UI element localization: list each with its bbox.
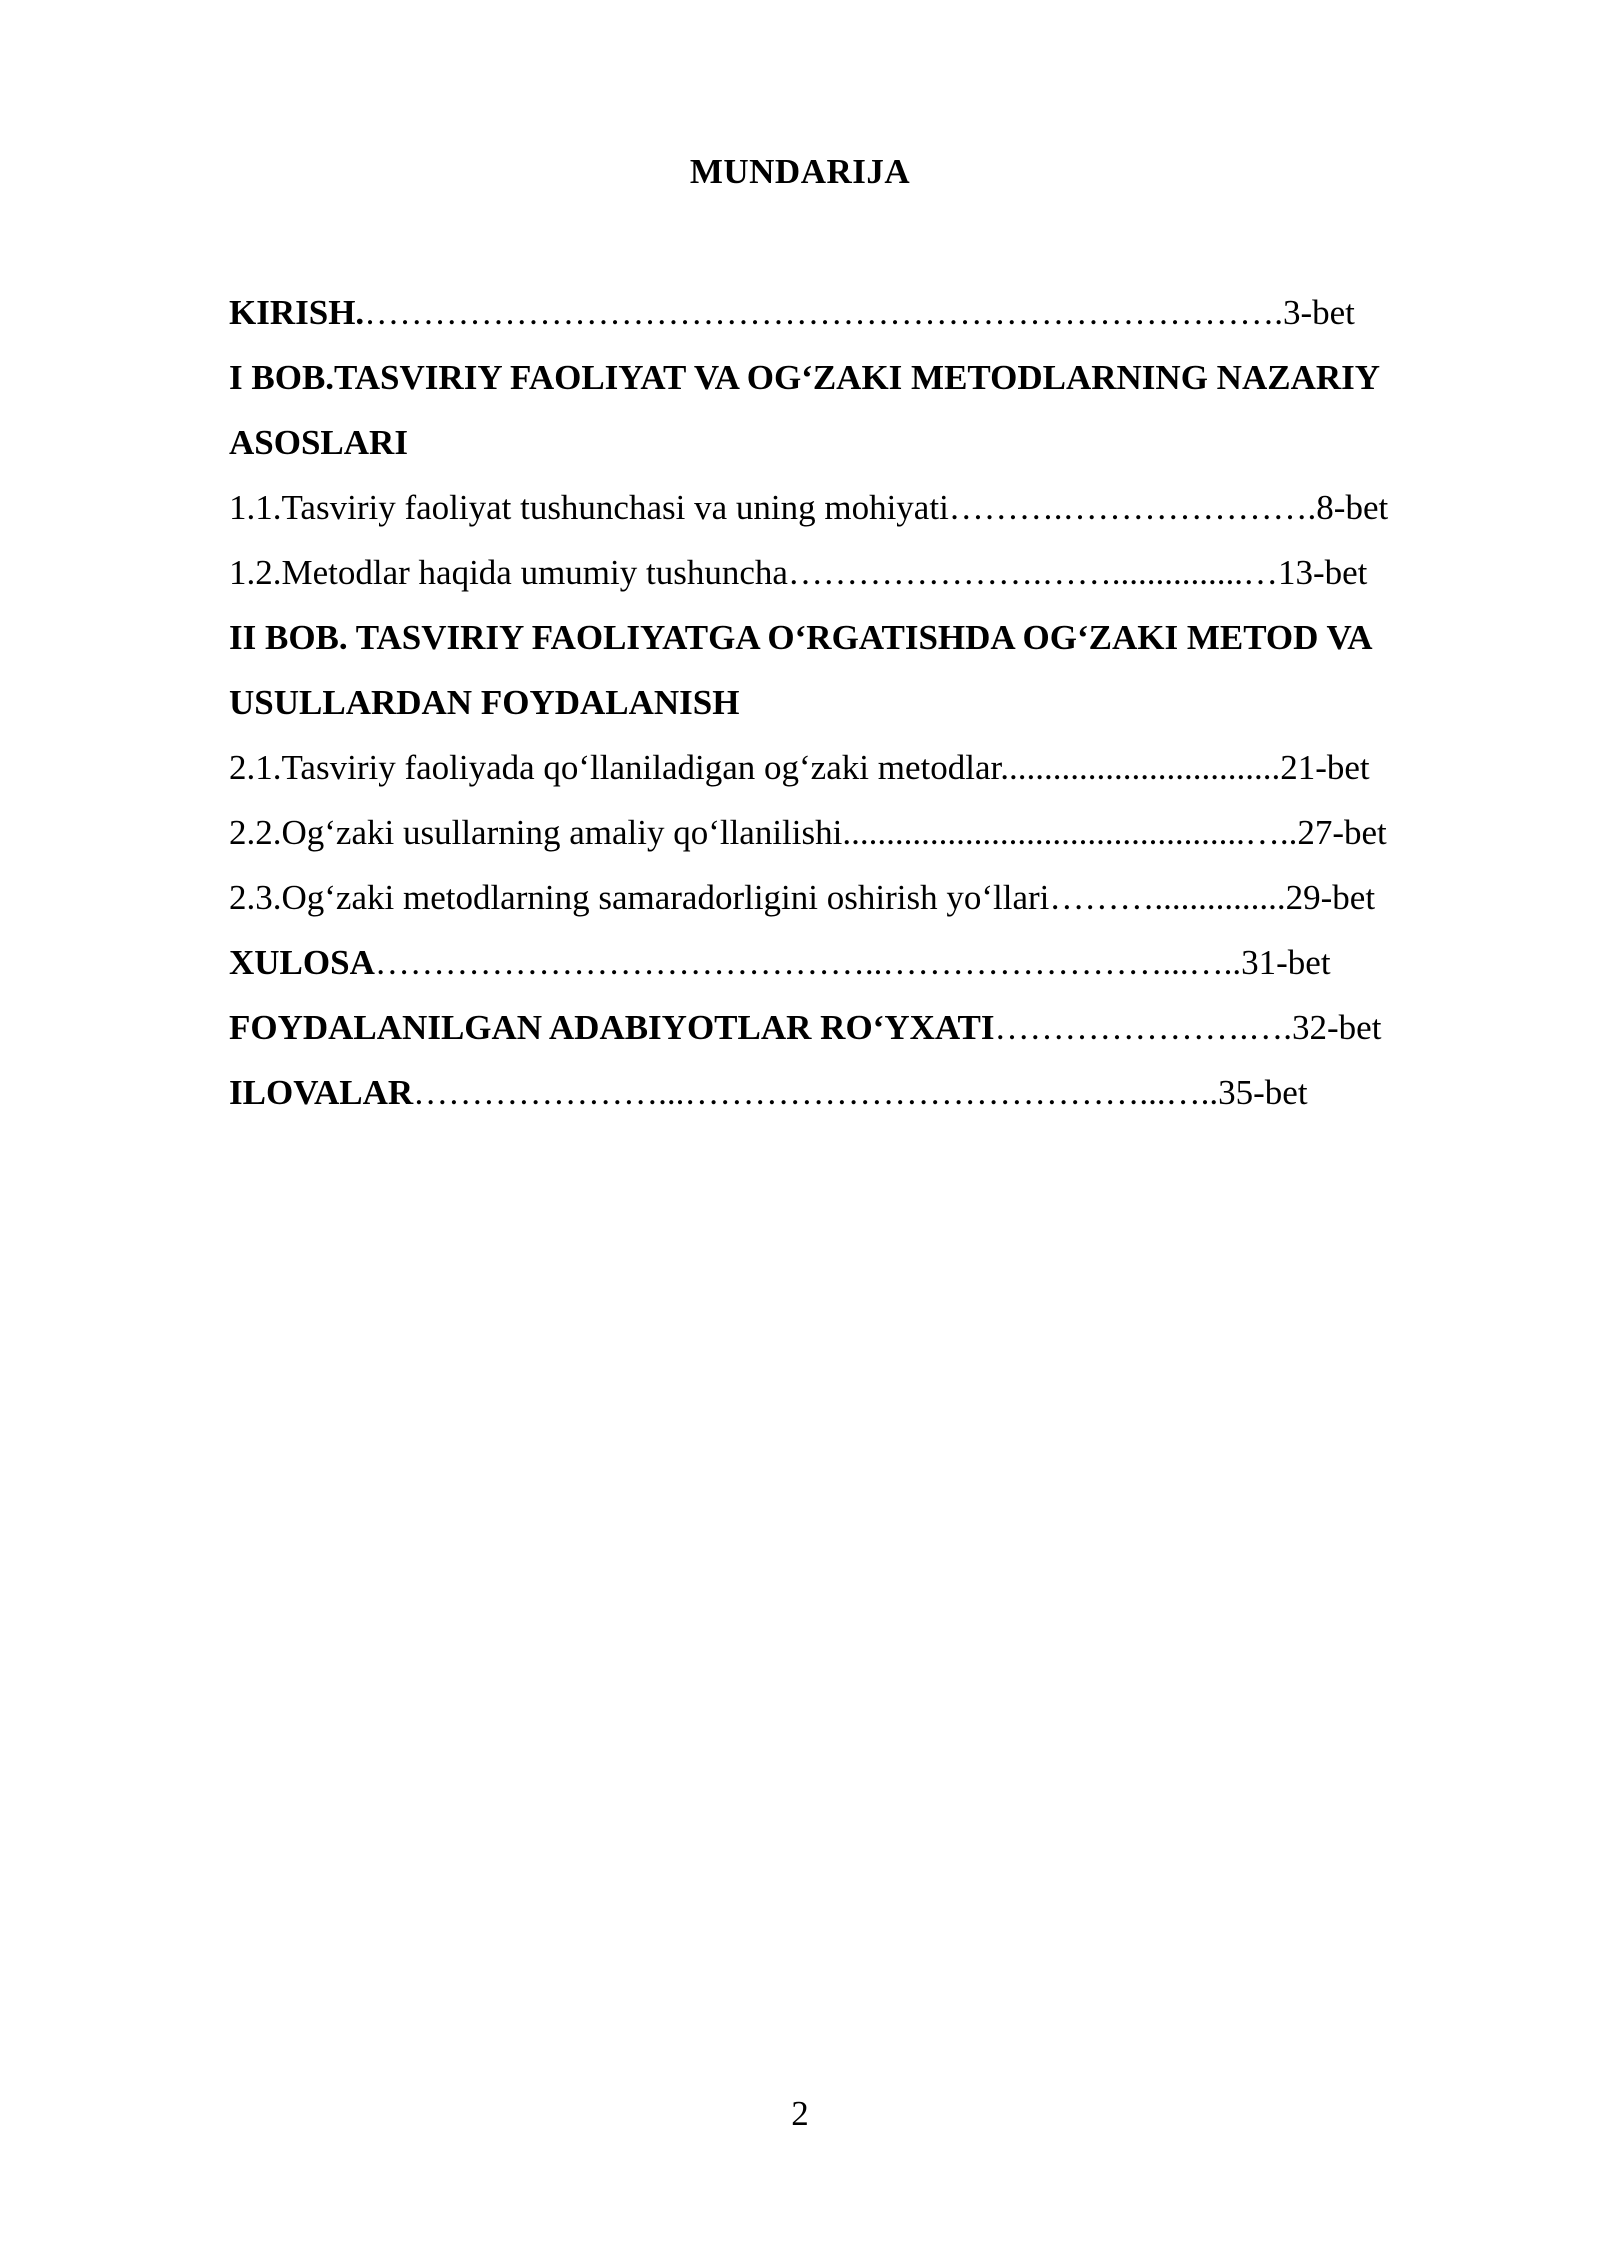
toc-entry-page: 32-bet bbox=[1292, 1008, 1382, 1047]
toc-entry-2-2 bbox=[229, 800, 1489, 865]
toc-entry-2-3 bbox=[229, 865, 1489, 930]
toc-entry-label: 1.2.Metodlar haqida umumiy tushuncha bbox=[229, 553, 788, 592]
toc-entry-label: KIRISH. bbox=[229, 293, 365, 332]
toc-entry-xulosa bbox=[229, 930, 1489, 995]
toc-entry-label: 2.3.Og‘zaki metodlarning samaradorligini oshirish yo‘llari bbox=[229, 878, 1050, 917]
table-of-contents bbox=[229, 280, 1489, 1125]
toc-entry-dots: ……………………………………………………………………. bbox=[364, 293, 1283, 332]
toc-entry-dots: ………………….…. bbox=[994, 1008, 1293, 1047]
toc-entry-dots: ………............... bbox=[1049, 878, 1286, 917]
toc-entry-label: FOYDALANILGAN ADABIYOTLAR RO‘YXATI bbox=[229, 1008, 995, 1047]
toc-entry-kirish bbox=[229, 280, 1489, 345]
page-title: MUNDARIJA bbox=[689, 152, 911, 191]
toc-entry-page: 13-bet bbox=[1277, 553, 1368, 592]
toc-entry-dots: ……….…………………. bbox=[948, 488, 1317, 527]
toc-entry-dots: …………………...…………………………………...….. bbox=[413, 1073, 1219, 1112]
toc-entry-dots: ………………….……...............… bbox=[787, 553, 1278, 592]
toc-entry-1-2 bbox=[229, 540, 1489, 605]
toc-chapter-2-line-2: USULLARDAN FOYDALANISH bbox=[229, 683, 740, 722]
toc-entry-dots: ..............................................….. bbox=[842, 813, 1298, 852]
toc-entry-label: XULOSA bbox=[229, 943, 375, 982]
toc-chapter-1-line-2: ASOSLARI bbox=[229, 423, 408, 462]
toc-chapter-1-line-1: I BOB.TASVIRIY FAOLIYAT VA OG‘ZAKI METODLARNING NAZARIY bbox=[229, 358, 1381, 397]
toc-entry-1-1 bbox=[229, 475, 1489, 540]
toc-entry-label: ILOVALAR bbox=[229, 1073, 414, 1112]
toc-entry-label: 2.1.Tasviriy faoliyada qo‘llaniladigan og‘zaki metodlar bbox=[229, 748, 1001, 787]
toc-entry-dots: ……………………………………..……………………...….. bbox=[374, 943, 1242, 982]
toc-entry-dots: ................................ bbox=[1000, 748, 1281, 787]
toc-entry-2-1 bbox=[229, 735, 1489, 800]
toc-entry-page: 8-bet bbox=[1316, 488, 1389, 527]
page-number: 2 bbox=[791, 2094, 809, 2133]
toc-entry-page: 29-bet bbox=[1285, 878, 1376, 917]
toc-entry-page: 21-bet bbox=[1280, 748, 1370, 787]
toc-entry-ilovalar bbox=[229, 1060, 1489, 1125]
toc-entry-page: 3-bet bbox=[1282, 293, 1355, 332]
toc-entry-label: 2.2.Og‘zaki usullarning amaliy qo‘llanilishi bbox=[229, 813, 843, 852]
toc-entry-page: 31-bet bbox=[1241, 943, 1331, 982]
toc-entry-label: 1.1.Tasviriy faoliyat tushunchasi va uning mohiyati bbox=[229, 488, 949, 527]
toc-entry-adabiyotlar bbox=[229, 995, 1489, 1060]
toc-entry-page: 27-bet bbox=[1297, 813, 1387, 852]
toc-chapter-2-line-1: II BOB. TASVIRIY FAOLIYATGA O‘RGATISHDA OG‘ZAKI METOD VA bbox=[229, 618, 1373, 657]
toc-entry-page: 35-bet bbox=[1218, 1073, 1308, 1112]
